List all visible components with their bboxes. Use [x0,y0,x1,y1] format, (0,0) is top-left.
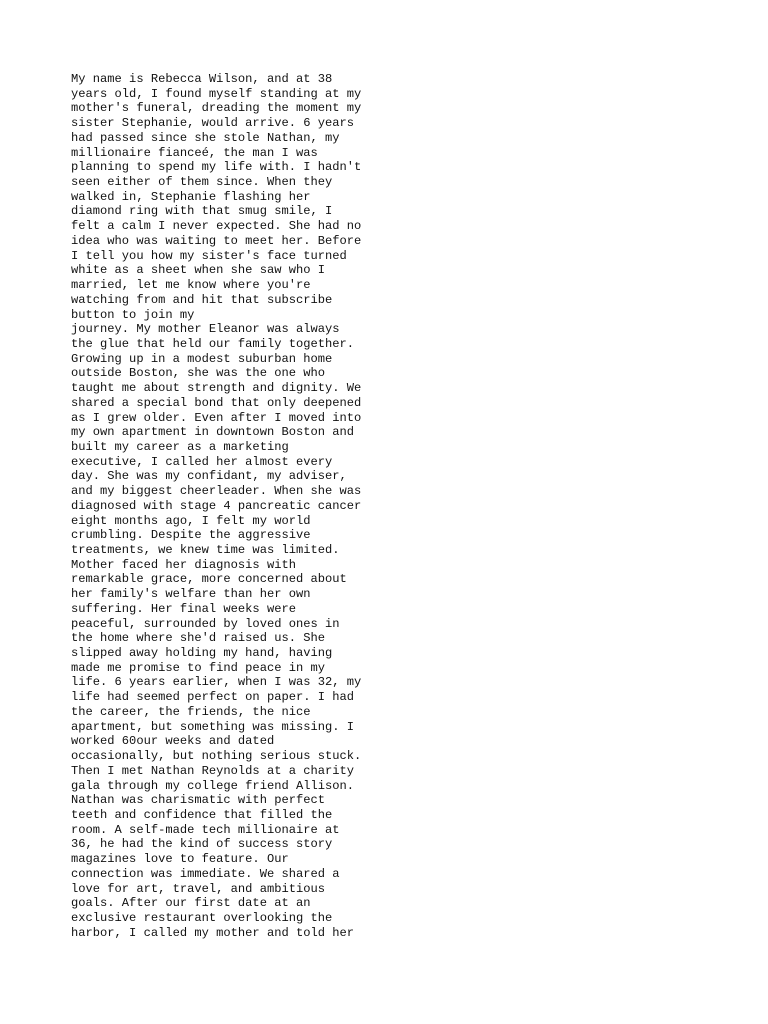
text-line: felt a calm I never expected. She had no [71,219,362,234]
text-line: worked 60our weeks and dated [71,734,275,749]
text-line: the career, the friends, the nice [71,704,311,719]
text-line: harbor, I called my mother and told her [71,925,355,940]
text-line: idea who was waiting to meet her. Before [71,233,362,248]
text-line: Growing up in a modest suburban home [71,351,333,366]
text-line: goals. After our first date at an [71,896,311,911]
text-line: exclusive restaurant overlooking the [71,910,333,925]
text-line: taught me about strength and dignity. We [71,381,362,396]
text-line: millionaire fianceé, the man I was [71,145,318,160]
text-line: as I grew older. Even after I moved into [71,410,362,425]
text-line: room. A self-made tech millionaire at [71,822,340,837]
text-line: day. She was my confidant, my adviser, [71,469,347,484]
text-line: married, let me know where you're [71,278,311,293]
text-line: apartment, but something was missing. I [71,719,355,734]
text-line: white as a sheet when she saw who I [71,263,326,278]
text-line: built my career as a marketing [71,439,289,454]
text-line: My name is Rebecca Wilson, and at 38 [71,72,333,86]
text-line: life had seemed perfect on paper. I had [71,690,355,705]
text-line: the glue that held our family together. [71,336,355,351]
text-line: teeth and confidence that filled the [71,807,333,822]
text-line: outside Boston, she was the one who [71,366,326,381]
text-line: life. 6 years earlier, when I was 32, my [71,675,362,690]
text-line: love for art, travel, and ambitious [71,881,326,896]
text-line: planning to spend my life with. I hadn't [71,160,362,175]
text-line: suffering. Her final weeks were [71,601,296,616]
text-line: Then I met Nathan Reynolds at a charity [71,763,355,778]
text-line: seen either of them since. When they [71,175,333,190]
text-line: I tell you how my sister's face turned [71,248,347,263]
text-line: shared a special bond that only deepened [71,395,362,410]
text-line: mother's funeral, dreading the moment my [71,101,362,116]
text-line: had passed since she stole Nathan, my [71,130,340,145]
text-line: slipped away holding my hand, having [71,646,333,661]
text-line: the home where she'd raised us. She [71,631,326,646]
text-line: years old, I found myself standing at my [71,86,362,101]
text-line: walked in, Stephanie flashing her [71,189,311,204]
text-line: 36, he had the kind of success story [71,837,333,852]
text-line: remarkable grace, more concerned about [71,572,347,587]
text-line: connection was immediate. We shared a [71,866,340,881]
text-line: crumbling. Despite the aggressive [71,528,311,543]
text-line: eight months ago, I felt my world [71,513,311,528]
text-line: Mother faced her diagnosis with [71,557,296,572]
text-line: journey. My mother Eleanor was always [71,322,340,337]
text-line: occasionally, but nothing serious stuck. [71,749,362,764]
text-line: and my biggest cheerleader. When she was [71,484,362,499]
text-line: treatments, we knew time was limited. [71,543,340,557]
text-line: my own apartment in downtown Boston and [71,425,355,440]
text-line: Nathan was charismatic with perfect [71,793,326,808]
text-line: executive, I called her almost every [71,454,333,469]
text-line: diamond ring with that smug smile, I [71,204,333,219]
story-text [71,72,401,940]
text-line: magazines love to feature. Our [71,852,289,867]
text-line: sister Stephanie, would arrive. 6 years [71,116,355,131]
text-line: button to join my [71,307,195,322]
text-line: diagnosed with stage 4 pancreatic cancer [71,498,362,513]
text-line: peaceful, surrounded by loved ones in [71,616,340,631]
text-line: her family's welfare than her own [71,587,311,602]
text-line: watching from and hit that subscribe [71,292,333,307]
text-line: gala through my college friend Allison. [71,778,355,793]
text-line: made me promise to find peace in my [71,660,326,675]
